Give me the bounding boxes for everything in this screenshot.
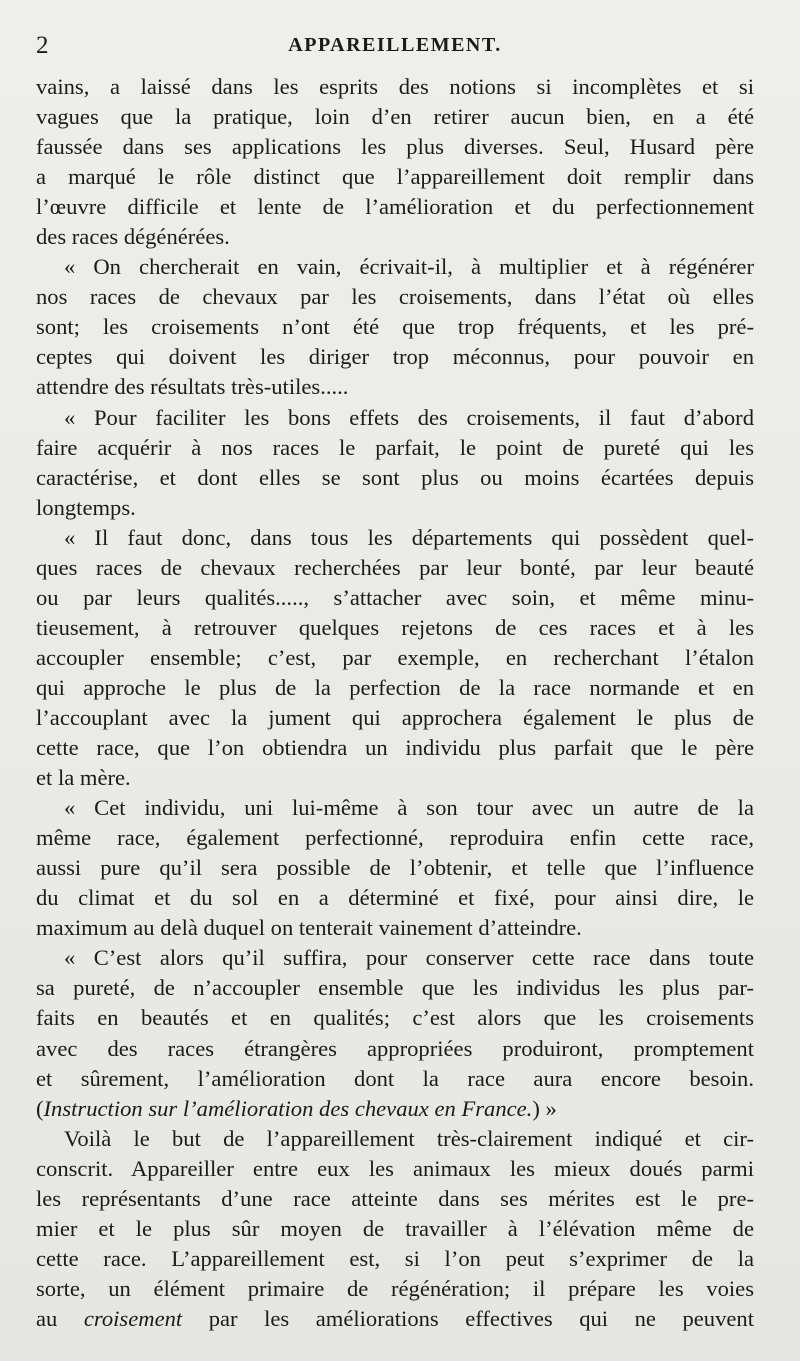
text-line: sa pureté, de n’accoupler ensemble que les individus les plus par- bbox=[36, 975, 754, 1001]
text-line: qui approche le plus de la perfection de la race normande et en bbox=[36, 674, 754, 700]
page-number: 2 bbox=[36, 32, 49, 59]
citation-title: Instruction sur l’amélioration des chevaux en France. bbox=[43, 1095, 533, 1121]
paragraph bbox=[36, 1124, 754, 1334]
text-line: nos races de chevaux par les croisements, dans l’état où elles bbox=[36, 284, 754, 310]
paragraph bbox=[36, 72, 754, 252]
text-line: « Cet individu, uni lui-même à son tour avec un autre de la bbox=[64, 795, 754, 821]
text-line: attendre des résultats très-utiles..... bbox=[36, 374, 349, 400]
text-line: « C’est alors qu’il suffira, pour conserver cette race dans toute bbox=[64, 945, 754, 971]
text-line: faits en beautés et en qualités; c’est alors que les croisements bbox=[36, 1005, 754, 1031]
citation-line bbox=[36, 1094, 754, 1124]
paragraph bbox=[36, 523, 754, 793]
text-line: l’œuvre difficile et lente de l’amélioration et du perfectionnement bbox=[36, 194, 754, 220]
text-line: vains, a laissé dans les esprits des notions si incomplètes et si bbox=[36, 74, 754, 99]
text-line: caractérise, et dont elles se sont plus ou moins écartées depuis bbox=[36, 464, 754, 490]
text-line: du climat et du sol en a déterminé et fixé, pour ainsi dire, le bbox=[36, 885, 754, 911]
text-line: vagues que la pratique, loin d’en retirer aucun bien, en a été bbox=[36, 104, 754, 130]
text-line: sorte, un élément primaire de régénération; il prépare les voies bbox=[36, 1275, 754, 1301]
text-line: les représentants d’une race atteinte dans ses mérites est le pre- bbox=[36, 1185, 754, 1211]
text-line: « On chercherait en vain, écrivait-il, à multiplier et à régénérer bbox=[64, 254, 754, 280]
text-fragment: par les améliorations effectives qui ne peuvent bbox=[182, 1305, 754, 1331]
text-line: faussée dans ses applications les plus diverses. Seul, Husard père bbox=[36, 134, 754, 160]
body-text bbox=[36, 72, 754, 1334]
text-line: accoupler ensemble; c’est, par exemple, en recherchant l’étalon bbox=[36, 644, 754, 670]
text-line: avec des races étrangères appropriées produiront, promptement bbox=[36, 1035, 754, 1061]
citation-open: ( bbox=[36, 1095, 44, 1121]
text-line: Voilà le but de l’appareillement très-clairement indiqué et cir- bbox=[64, 1125, 754, 1151]
text-line: et la mère. bbox=[36, 765, 131, 791]
text-line: mier et le plus sûr moyen de travailler à l’élévation même de bbox=[36, 1215, 754, 1241]
text-line: maximum au delà duquel on tenterait vainement d’atteindre. bbox=[36, 915, 582, 941]
text-line: conscrit. Appareiller entre eux les animaux les mieux doués parmi bbox=[36, 1155, 754, 1181]
paragraph bbox=[36, 793, 754, 943]
text-line: cette race, que l’on obtiendra un individu plus parfait que le père bbox=[36, 735, 754, 761]
text-line: l’accouplant avec la jument qui approchera également le plus de bbox=[36, 704, 754, 730]
text-line: tieusement, à retrouver quelques rejetons de ces races et à les bbox=[36, 614, 754, 640]
text-line: « Pour faciliter les bons effets des croisements, il faut d’abord bbox=[64, 404, 754, 430]
text-line: cette race. L’appareillement est, si l’on peut s’exprimer de la bbox=[36, 1245, 754, 1271]
paragraph bbox=[36, 943, 754, 1123]
text-line: aussi pure qu’il sera possible de l’obtenir, et telle que l’influence bbox=[36, 855, 754, 881]
paragraph bbox=[36, 252, 754, 402]
text-line: et sûrement, l’amélioration dont la race aura encore besoin. bbox=[36, 1065, 754, 1091]
text-line: sont; les croisements n’ont été que trop fréquents, et les pré- bbox=[36, 314, 754, 340]
text-line: ceptes qui doivent les diriger trop méconnus, pour pouvoir en bbox=[36, 344, 754, 370]
text-line: des races dégénérées. bbox=[36, 224, 230, 250]
text-line: faire acquérir à nos races le parfait, le point de pureté qui les bbox=[36, 434, 754, 460]
text-line: a marqué le rôle distinct que l’appareillement doit remplir dans bbox=[36, 164, 754, 190]
paragraph bbox=[36, 403, 754, 523]
text-line bbox=[36, 1304, 754, 1334]
text-fragment: au bbox=[36, 1305, 84, 1331]
text-line: longtemps. bbox=[36, 494, 136, 520]
text-line: ou par leurs qualités....., s’attacher avec soin, et même minu- bbox=[36, 584, 754, 610]
italic-term: croisement bbox=[83, 1305, 183, 1331]
text-line: ques races de chevaux recherchées par leur bonté, par leur beauté bbox=[36, 554, 754, 580]
running-title: APPAREILLEMENT. bbox=[288, 34, 502, 56]
text-line: « Il faut donc, dans tous les départements qui possèdent quel- bbox=[64, 524, 754, 550]
page-header bbox=[36, 28, 754, 72]
text-line: même race, également perfectionné, reproduira enfin cette race, bbox=[36, 825, 754, 851]
citation-close: ) » bbox=[532, 1095, 557, 1121]
